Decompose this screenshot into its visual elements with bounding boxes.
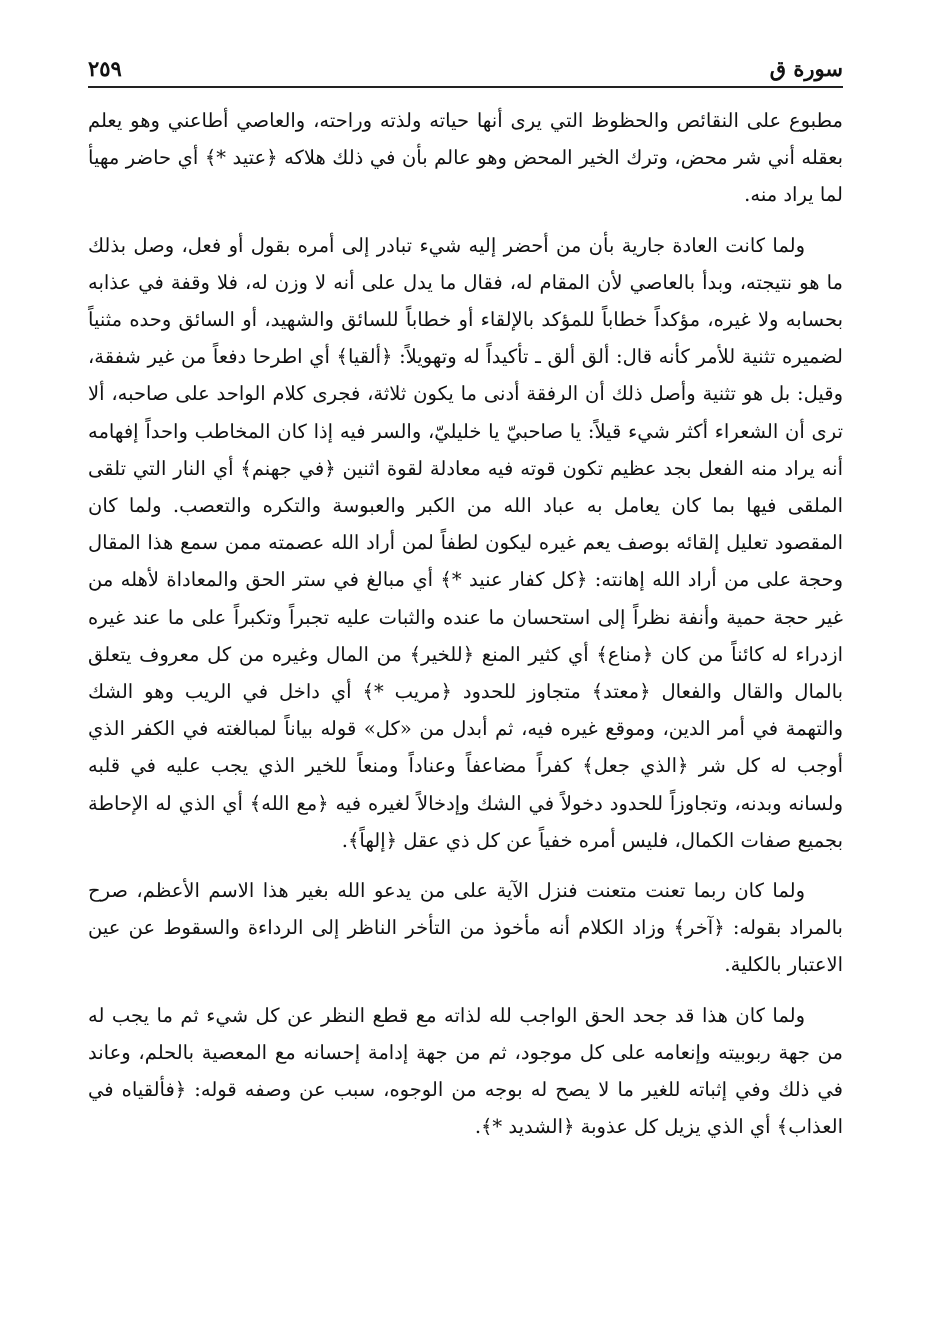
page-number: ٢٥٩ [88, 56, 122, 81]
paragraph-3: ولما كان ربما تعنت متعنت فنزل الآية على من يدعو الله بغير هذا الاسم الأعظم، صرح بالمراد بقوله: ﴿آخر﴾ وزاد الكلام أنه مأخوذ من التأخر الناظر إلى الرداءة والسقوط عن عين الاعتبار بالكلية. [88, 879, 843, 977]
page-header [88, 52, 843, 88]
paragraph-4: ولما كان هذا قد جحد الحق الواجب لله لذاته مع قطع النظر عن كل شيء ثم ما يجب له من جهة ربوبيته وإنعامه على كل موجود، ثم من جهة إدامة إحسانه مع المعصية بالحلم، وعاند في ذلك وفي إثباته للغير ما لا يصح له بوجه من الوجوه، سبب عن وصفه قوله: ﴿فألقياه في العذاب﴾ أي الذي يزيل كل عذوبة ﴿الشديد *﴾. [88, 1003, 843, 1139]
paragraph-2: ولما كانت العادة جارية بأن من أحضر إليه شيء تبادر إلى أمره بقول أو فعل، وصل بذلك ما هو نتيجته، وبدأ بالعاصي لأن المقام له، فقال ما يدل على أنه لا وزن له، فلا وقفة في عذابه بحسابه ولا غيره، مؤكداً خطاباً للمؤكد بالإلقاء أو خطاباً للسائق والشهيد، أو السائق وحده مثنياً لضميره تثنية للأمر كأنه قال: ألق ألق ـ تأكيداً له وتهويلاً: ﴿ألقيا﴾ أي اطرحا دفعاً من غير شفقة، وقيل: بل هو تثنية وأصل ذلك أن الرفقة أدنى ما يكون ثلاثة، فجرى كلام الواحد على صاحبه، ألا ترى أن الشعراء أكثر شيء قيلاً: يا صاحبيّ يا خليليّ، والسر فيه إذا كان المخاطب واحداً إفهامه أنه يراد منه الفعل بجد عظيم تكون قوته فيه معادلة لقوة اثنين ﴿في جهنم﴾ أي النار التي تلقى الملقى فيها بما كان يعامل به عباد الله من الكبر والعبوسة والتكره والتعصب. ولما كان المقصود تعليل إلقائه بوصف يعم غيره ليكون لطفاً لمن أراد الله عصمته ممن سمع هذا المقال وحجة على من أراد الله إهانته: ﴿كل كفار عنيد *﴾ أي مبالغ في ستر الحق والمعاداة لأهله من غير حجة حمية وأنفة نظراً إلى استحسان ما عنده والثبات عليه تجبراً وتكبراً على ما عند غيره ازدراء له كائناً من كان ﴿مناع﴾ أي كثير المنع ﴿للخير﴾ من المال وغيره من كل معروف يتعلق بالمال والقال والفعال ﴿معتد﴾ متجاوز للحدود ﴿مريب *﴾ أي داخل في الريب وهو الشك والتهمة في أمر الدين، وموقع غيره فيه، ثم أبدل من «كل» قوله بياناً لمبالغته في الكفر الذي أوجب له كل شر ﴿الذي جعل﴾ كفراً مضاعفاً وعناداً ومنعاً للخير الذي يجب عليه في قلبه ولسانه وبدنه، وتجاوزاً للحدود دخولاً في الشك وإدخالاً لغيره فيه ﴿مع الله﴾ أي الذي له الإحاطة بجميع صفات الكمال، فليس أمره خفياً عن كل ذي عقل ﴿إلهاً﴾. [88, 233, 843, 852]
paragraph-1: مطبوع على النقائص والحظوظ التي يرى أنها حياته ولذته وراحته، والعاصي أطاعني وهو يعلم بعقله أني شر محض، وترك الخير المحض وهو عالم بأن في ذلك هلاكه ﴿عتيد *﴾ أي حاضر مهيأ لما يراد منه. [88, 109, 843, 207]
page-body [88, 102, 843, 1158]
surah-title: سورة ق [769, 56, 843, 81]
